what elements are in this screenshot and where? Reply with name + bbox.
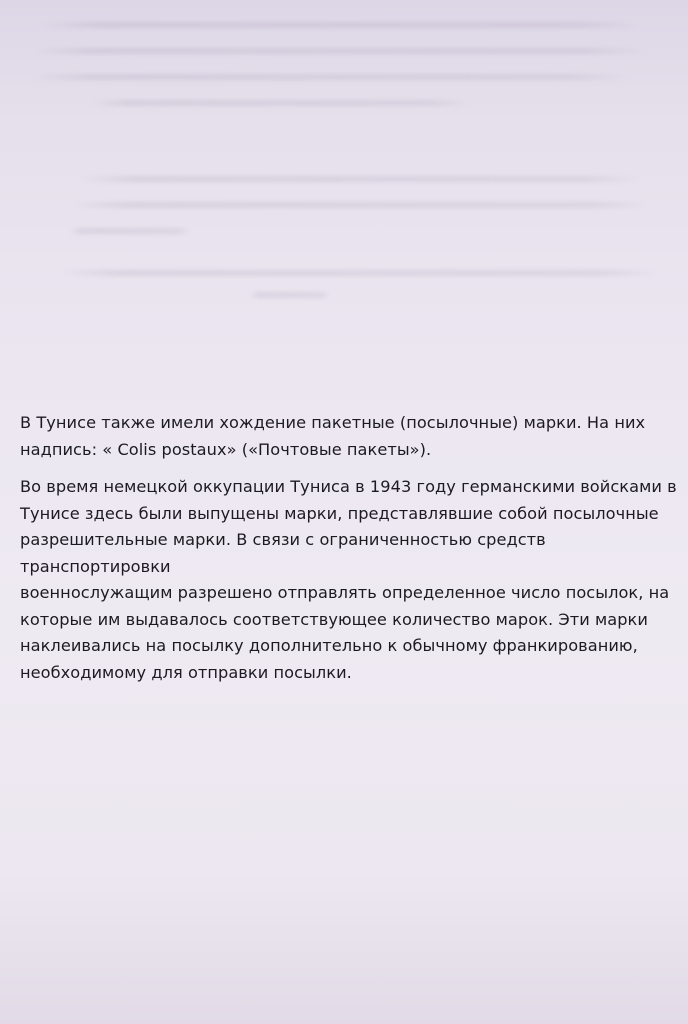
- bleed-line: [40, 22, 640, 28]
- bleed-line: [30, 48, 650, 54]
- bleed-line: [250, 292, 330, 298]
- reverse-side-bleed-through: [0, 0, 688, 340]
- bleed-line: [80, 176, 640, 182]
- bleed-line: [70, 228, 190, 234]
- paragraph-german-occupation: Во время немецкой оккупации Туниса в 1943 году германскими войсками в Тунисе здесь были выпущены марки, представлявшие собой посылочные разрешительные марки. В связи с ограниченностью средств транспортировки военнослужащим разрешено отправлять определенное число посылок, на которые им выдавалось соответствующее количество марок. Эти марки наклеивались на посылку дополнительно к обычному франкированию, необходимому для отправки посылки.: [20, 477, 677, 682]
- bleed-line: [30, 74, 630, 80]
- bleed-line: [60, 270, 660, 276]
- document-body: [20, 410, 684, 686]
- bleed-line: [70, 202, 650, 208]
- paragraph-parcel-stamps: В Тунисе также имели хождение пакетные (посылочные) марки. На них надпись: « Colis postaux» («Почтовые пакеты»).: [20, 413, 646, 459]
- bleed-line: [90, 100, 470, 106]
